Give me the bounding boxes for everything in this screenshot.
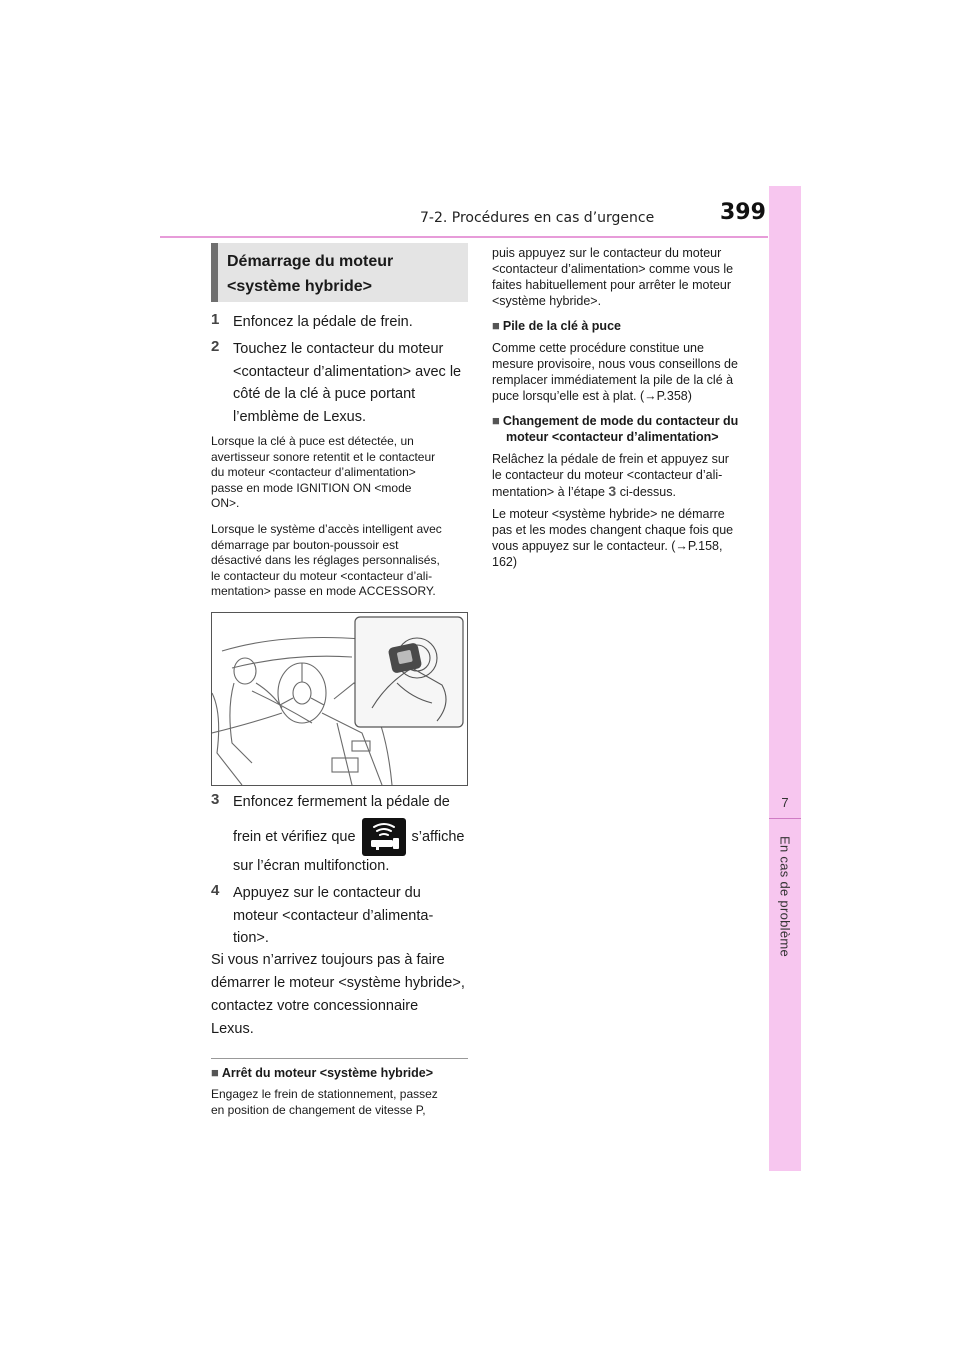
paragraph-line: contactez votre concessionnaire: [211, 998, 419, 1014]
smart-key-indicator-icon: [362, 818, 406, 856]
step-text: [233, 882, 433, 950]
paragraph-line: en position de changement de vitesse P,: [211, 1102, 426, 1117]
square-bullet-icon: ■: [492, 318, 500, 333]
step-number: 2: [211, 338, 220, 355]
illustration-drawing: [212, 613, 467, 785]
note-line: mentation> passe en mode ACCESSORY.: [211, 584, 436, 598]
step-line: <contacteur d’alimentation> avec le: [233, 363, 462, 380]
square-bullet-icon: ■: [211, 1065, 219, 1080]
heading-text: Pile de la clé à puce: [502, 319, 621, 333]
paragraph-line-part: ci-dessus.: [619, 485, 676, 499]
chapter-title: En cas de problème: [777, 836, 793, 958]
step-line: Appuyez sur le contacteur du: [233, 885, 421, 901]
step-number: 3: [211, 791, 220, 808]
paragraph-line: Lexus.: [211, 1021, 254, 1037]
paragraph-line: Le moteur <système hybride> ne démarre: [492, 507, 725, 521]
square-bullet-icon: ■: [492, 413, 500, 428]
chapter-number: 7: [781, 795, 789, 810]
note-line: démarrage par bouton-poussoir est: [211, 537, 399, 552]
stop-engine-heading: [211, 1065, 433, 1081]
note-paragraph: [211, 434, 471, 512]
note-line: Lorsque la clé à puce est détectée, un: [211, 434, 414, 448]
paragraph-line: <contacteur d’alimentation> comme vous le: [492, 262, 734, 276]
paragraph-line: faites habituellement pour arrêter le moteur: [492, 278, 732, 292]
page-number: 399: [720, 200, 766, 225]
paragraph-line: le contacteur du moteur <contacteur d’ali-: [492, 468, 723, 482]
heading-text: Arrêt du moteur <système hybride>: [221, 1066, 434, 1080]
battery-heading: [492, 318, 621, 334]
stop-engine-continuation: [492, 245, 733, 309]
stop-engine-text: [211, 1087, 438, 1118]
step-line: tion>.: [233, 930, 269, 946]
note-line: ON>.: [211, 496, 240, 510]
paragraph-line: Si vous n’arrivez toujours pas à faire: [211, 952, 445, 968]
step-number: 1: [211, 311, 220, 328]
contact-dealer-paragraph: [211, 949, 481, 1041]
step-line: l’emblème de Lexus.: [233, 408, 366, 425]
step-number: 4: [211, 882, 220, 899]
paragraph-line: 162): [492, 555, 518, 569]
note-line: passe en mode IGNITION ON <mode: [211, 480, 412, 495]
paragraph-line: <système hybride>.: [492, 294, 602, 308]
step-line-part: s’affiche: [411, 828, 465, 845]
step-line: Enfoncez fermement la pédale de: [233, 794, 450, 810]
header-rule: [160, 236, 768, 238]
mode-change-text-2: [492, 506, 733, 570]
smart-key-indicator-icon-graphic: [362, 818, 406, 856]
step-line: moteur <contacteur d’alimenta-: [233, 907, 434, 924]
note-line: avertisseur sonore retentit et le contacteur: [211, 449, 436, 464]
step-line: Touchez le contacteur du moteur: [233, 341, 444, 357]
chapter-side-tab: [769, 186, 801, 1171]
paragraph-line: puce lorsqu’elle est à plat. (→P.358): [492, 389, 692, 403]
driver-touching-start-button-illustration: [211, 612, 468, 786]
heading-text: Changement de mode du contacteur du: [502, 414, 739, 428]
step-text: Enfoncez la pédale de frein.: [233, 314, 413, 330]
step-reference: 3: [608, 483, 617, 499]
paragraph-line: puis appuyez sur le contacteur du moteur: [492, 246, 722, 260]
step-line: [233, 815, 464, 859]
step-text: [233, 338, 461, 428]
step-line: côté de la clé à puce portant: [233, 386, 416, 402]
note-line: Lorsque le système d’accès intelligent avec: [211, 522, 442, 536]
note-line: le contacteur du moteur <contacteur d’ali-: [211, 568, 433, 583]
heading-text: moteur <contacteur d’alimentation>: [506, 430, 719, 444]
paragraph-line: pas et les modes changent chaque fois que: [492, 523, 734, 537]
step-line: sur l’écran multifonction.: [233, 858, 390, 874]
note-line: désactivé dans les réglages personnalisés,: [211, 553, 440, 567]
note-line: du moteur <contacteur d’alimentation>: [211, 465, 416, 479]
paragraph-line: Engagez le frein de stationnement, passez: [211, 1087, 438, 1101]
note-paragraph: [211, 522, 471, 600]
paragraph-line: démarrer le moteur <système hybride>,: [211, 975, 465, 991]
paragraph-line: Relâchez la pédale de frein et appuyez sur: [492, 452, 729, 466]
paragraph-line: [492, 483, 729, 500]
paragraph-line: mesure provisoire, nous vous conseillons de: [492, 357, 738, 371]
mode-change-text: [492, 451, 729, 500]
mode-change-heading: [492, 413, 738, 445]
section-heading: Démarrage du moteur <système hybride>: [211, 243, 468, 302]
paragraph-line: remplacer immédiatement la pile de la clé à: [492, 373, 734, 387]
section-header-title: 7-2. Procédures en cas d’urgence: [420, 210, 655, 226]
battery-text: [492, 340, 738, 404]
subsection-rule: [211, 1058, 468, 1059]
step-line-part: frein et vérifiez que: [233, 828, 356, 845]
paragraph-line: Comme cette procédure constitue une: [492, 341, 704, 355]
paragraph-line-part: mentation> à l’étape: [492, 485, 605, 499]
paragraph-line: vous appuyez sur le contacteur. (→P.158,: [492, 539, 723, 553]
chapter-tab-divider: [769, 818, 801, 819]
